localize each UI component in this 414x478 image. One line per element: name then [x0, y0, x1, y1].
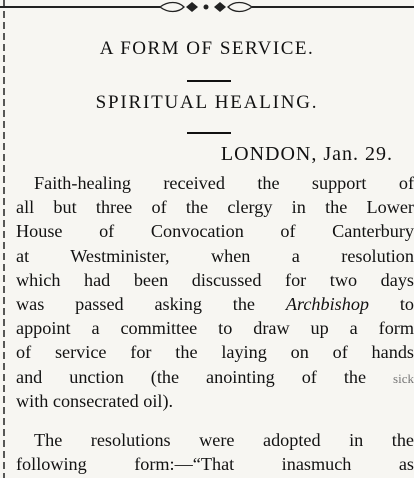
faded-word: sick	[393, 370, 414, 386]
headline-divider	[187, 132, 231, 134]
dateline: LONDON, Jan. 29.	[220, 143, 393, 165]
text-line: House of Convocation of Canterbury	[16, 221, 414, 242]
text-line: at Westminister, when a resolution	[16, 245, 414, 266]
headline-divider	[187, 80, 231, 82]
text-line	[16, 292, 414, 316]
text-line: of service for the laying on of hands	[16, 342, 414, 363]
text-line	[16, 365, 414, 389]
italic-word: Archbishop	[285, 293, 370, 314]
text-fragment: and unction (the anointing of the	[16, 366, 367, 387]
text-line: following form:—“That inasmuch as	[16, 454, 414, 475]
article-paragraph	[16, 428, 414, 476]
column-rule	[3, 0, 5, 478]
text-fragment: was passed asking the	[16, 293, 255, 314]
article-paragraph	[16, 171, 414, 413]
text-line: with consecrated oil).	[16, 390, 174, 411]
text-line: The resolutions were adopted in the	[34, 430, 414, 450]
flourish-divider-icon	[0, 0, 414, 16]
text-line: appoint a committee to draw up a form	[16, 318, 414, 339]
headline-spiritual-healing: SPIRITUAL HEALING.	[95, 92, 319, 113]
text-line: all but three of the clergy in the Lower	[16, 197, 414, 218]
headline-form-of-service: A FORM OF SERVICE.	[99, 38, 315, 59]
text-line: which had been discussed for two days	[16, 269, 414, 290]
text-line: Faith-healing received the support of	[34, 173, 414, 193]
text-fragment: to	[369, 293, 414, 314]
